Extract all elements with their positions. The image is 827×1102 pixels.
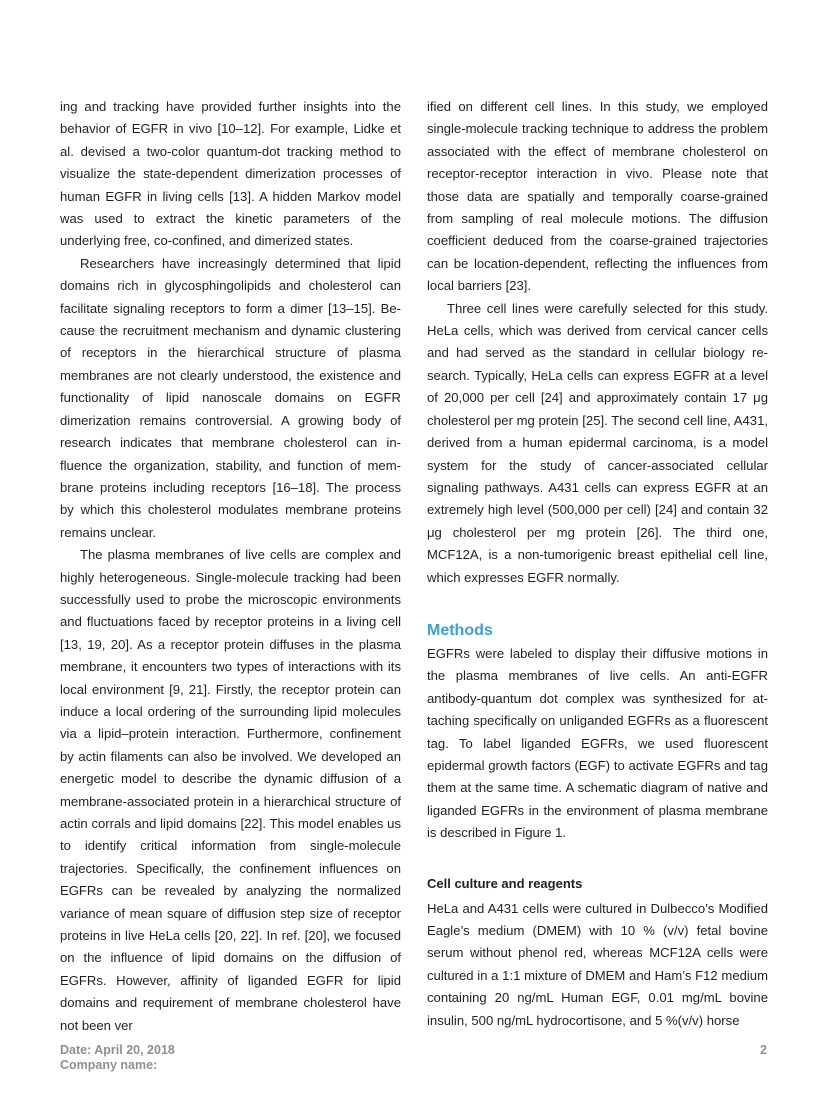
section-heading-methods: Methods — [427, 621, 493, 639]
body-paragraph: Three cell lines were carefully selected for this study. HeLa cells, which was derived from cervical cancer cells and had served as the standard in cellular biology research. Typically, HeLa cells can express EGFR at a level of 20,000 per cell [24] and approximately contain 17 μg cholesterol per mg protein [25]. The second cell line, A431, derived from a human epidermal carcinoma, is a model system for the study of cancer-associated cellular signaling pathways. A431 cells can express EGFR at an extremely high level (500,000 per cell) [24] and contain 32 μg cholesterol per mg protein [26]. The third one, MCF12A, is a non-tumorigenic breast epithelial cell line, which expresses EGFR normally. — [427, 300, 768, 585]
body-paragraph: ified on different cell lines. In this study, we employed single-molecule tracking technique to address the problem associated with the effect of membrane cholesterol on receptor-receptor interaction in vivo. Please note that those data are spatially and temporally coarse-grained from sampling of real molecule motions. The diffusion coefficient deduced from the coarse-grained trajectories can be location-dependent, reflecting the influences from local barriers [23]. — [427, 99, 768, 294]
subsection-heading-cell-culture: Cell culture and reagents — [427, 875, 583, 891]
page-footer — [60, 1043, 175, 1073]
body-paragraph: The plasma membranes of live cells are complex and highly heterogeneous. Single-molecule tracking had been successfully used to probe the microscopic environments and fluctuations faced by receptor proteins in a living cell [13, 19, 20]. As a receptor protein diffuses in the plasma membrane, it encounters two types of interactions with its local environment [9, 21]. Firstly, the receptor protein can induce a local ordering of the surrounding lipid molecules via a lipid–protein interaction. Furthermore, confinement by actin filaments can also be involved. We developed an energetic model to describe the dynamic diffusion of a membrane-associated protein in a hierarchical structure of actin corrals and lipid domains [22]. This model enables us to identify critical information from single-molecule trajectories. Specifically, the confinement influences on EGFRs can be revealed by analyzing the normalized variance of mean square of diffusion step size of receptor proteins in live HeLa cells [20, 22]. In ref. [20], we focused on the influence of lipid domains on the diffusion of EGFRs. However, affinity of liganded EGFR for lipid domains and requirement of membrane cholesterol have not been ver — [60, 547, 401, 1033]
footer-company: Company name: — [60, 1058, 158, 1072]
body-paragraph: Researchers have increasingly determined that lipid domains rich in glycosphingolipids and cholesterol can facilitate signaling receptors to form a dimer [13–15]. Because the recruitment mechanism and dynamic clustering of receptors in the hierarchical structure of plasma membranes are not clearly understood, the existence and functionality of lipid nanoscale domains on EGFR dimerization remains controversial. A growing body of research indicates that membrane cholesterol can influence the organization, stability, and function of membrane proteins including receptors [16–18]. The process by which this cholesterol modulates membrane proteins remains unclear. — [60, 255, 401, 540]
body-paragraph: ing and tracking have provided further insights into the behavior of EGFR in vivo [10–12]. For example, Lidke et al. devised a two-color quantum-dot tracking method to visualize the state-dependent dimerization processes of human EGFR in living cells [13]. A hidden Markov model was used to extract the kinetic parameters of the underlying free, co-confined, and dimerized states. — [60, 99, 401, 249]
body-paragraph: HeLa and A431 cells were cultured in Dulbecco’s Modified Eagle’s medium (DMEM) with 10 % (v/v) fetal bovine serum without phenol red, whereas MCF12A cells were cultured in a 1:1 mixture of DMEM and Ham’s F12 medium containing 20 ng/mL Human EGF, 0.01 mg/mL bovine insulin, 500 ng/mL hydrocortisone, and 5 %(v/v) horse — [427, 900, 768, 1028]
page-number: 2 — [760, 1043, 767, 1057]
left-column — [60, 96, 401, 1037]
footer-date: Date: April 20, 2018 — [60, 1043, 175, 1057]
right-column — [427, 96, 768, 1032]
body-paragraph: EGFRs were labeled to display their diffusive motions in the plasma membranes of live cells. An anti-EGFR antibody-quantum dot complex was synthesized for attaching specifically on unliganded EGFRs as a fluorescent tag. To label liganded EGFRs, we used fluorescent epidermal growth factors (EGF) to activate EGFRs and tag them at the same time. A schematic diagram of native and liganded EGFRs in the environment of plasma membrane is described in Figure 1. — [427, 645, 768, 841]
